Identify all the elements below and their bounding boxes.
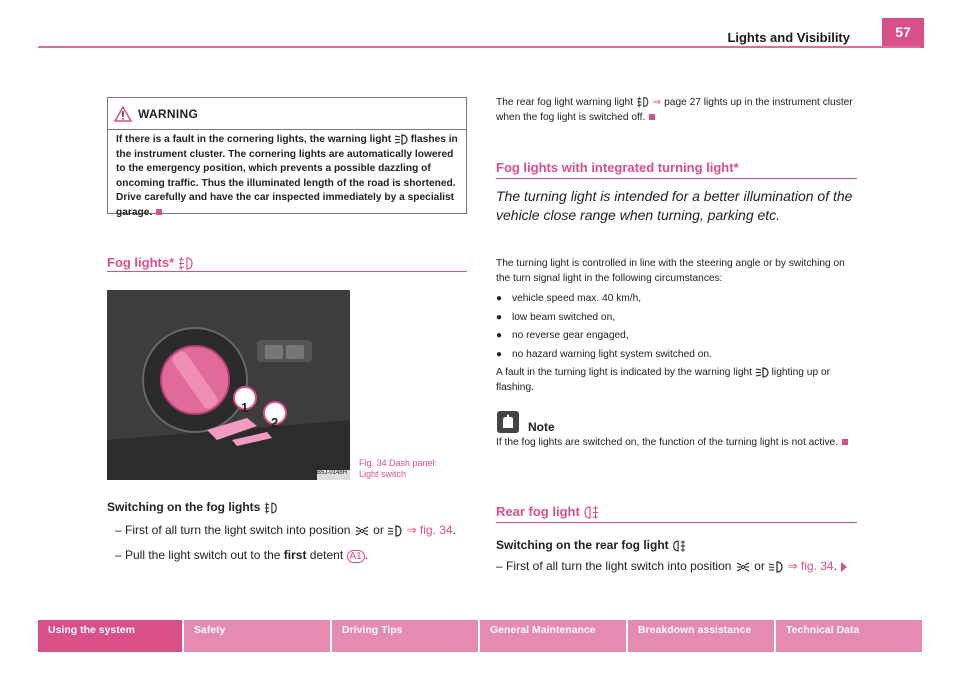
end-marker xyxy=(842,439,848,445)
sub-heading-fog-lights xyxy=(107,500,278,515)
sub-heading-text: Switching on the fog lights xyxy=(107,500,261,514)
list-item: ● no reverse gear engaged, xyxy=(496,329,861,344)
parking-light-icon xyxy=(354,526,370,536)
light-switch-illustration xyxy=(107,290,350,480)
fog-light-icon xyxy=(178,256,194,271)
fault-paragraph xyxy=(496,366,861,395)
list-item-text: no hazard warning light system switched on. xyxy=(512,348,712,360)
tab-driving-tips[interactable]: Driving Tips xyxy=(332,620,478,652)
callout-1: 1 xyxy=(241,400,249,415)
section-rule xyxy=(496,178,857,179)
rear-fog-light-icon xyxy=(672,539,686,553)
step-2 xyxy=(115,547,368,565)
rear-step-1 xyxy=(496,558,848,574)
tab-general-maintenance[interactable]: General Maintenance xyxy=(480,620,626,652)
step1-or: or xyxy=(373,523,384,537)
warning-header xyxy=(108,98,466,130)
figure-caption-line2: Light switch xyxy=(359,469,407,479)
rear-step-or: or xyxy=(754,559,765,573)
warning-text-a: If there is a fault in the cornering lights, the warning light xyxy=(116,134,392,145)
fog-light-icon xyxy=(264,501,278,515)
tab-technical-data[interactable]: Technical Data xyxy=(776,620,922,652)
note-heading xyxy=(496,410,555,434)
list-item-text: no reverse gear engaged, xyxy=(512,330,629,341)
figure-caption xyxy=(359,458,437,480)
light-switch-figure xyxy=(107,290,350,480)
section-rule xyxy=(107,271,467,272)
tab-using-the-system[interactable]: Using the system xyxy=(38,620,182,652)
running-header-title: Lights and Visibility xyxy=(727,30,850,45)
warning-box xyxy=(107,97,467,218)
step1-text: – First of all turn the light switch into position xyxy=(115,523,351,537)
header-rule xyxy=(38,46,920,48)
figure-code: B5J-0148H xyxy=(317,470,348,476)
warning-text-b: flashes in the instrument cluster. The cornering lights are automatically lowered to the emergency position, which prevents a possible dazzling of oncoming traffic. Thus the illuminated length of the road is shortened. Drive carefully and have the car inspected immediately by a specialist garage. xyxy=(116,134,458,218)
note-label: Note xyxy=(528,420,555,434)
section-title-text: Fog lights* xyxy=(107,255,175,270)
note-icon xyxy=(496,410,520,434)
continue-arrow-icon xyxy=(840,562,848,572)
fig-34-link[interactable]: ⇒ fig. 34 xyxy=(787,559,834,573)
section-title-fog-lights xyxy=(107,255,194,271)
step1-end: . xyxy=(452,523,456,537)
rear-sub-text: Switching on the rear fog light xyxy=(496,538,669,552)
note-text xyxy=(496,436,861,451)
page-number: 57 xyxy=(882,18,924,48)
list-item: ● low beam switched on, xyxy=(496,311,861,326)
rear-step-text: – First of all turn the light switch into position xyxy=(496,559,732,573)
warning-label: WARNING xyxy=(138,106,199,121)
fog-light-icon xyxy=(636,96,650,108)
fault-text-b: lighting up or flashing. xyxy=(496,367,831,393)
step2-text: – Pull the light switch out to the xyxy=(115,548,281,562)
list-item: ● no hazard warning light system switched on. xyxy=(496,348,861,363)
step2-detent: detent xyxy=(309,548,344,562)
parking-light-icon xyxy=(735,562,751,572)
step2-end: . xyxy=(364,548,369,562)
list-item-text: low beam switched on, xyxy=(512,311,616,323)
page-27-link[interactable]: ⇒ xyxy=(652,97,662,108)
intro-text-b: page 27 lights up in the instrument cluster when the fog light is switched off. xyxy=(496,97,853,123)
sub-heading-rear-fog xyxy=(496,538,686,553)
low-beam-icon xyxy=(387,525,403,537)
tab-safety[interactable]: Safety xyxy=(184,620,330,652)
conditions-list xyxy=(496,292,861,362)
step-1 xyxy=(115,522,456,538)
warning-triangle-icon xyxy=(114,106,132,122)
intro-text-a: The rear fog light warning light xyxy=(496,97,634,108)
lead-paragraph: The turning light is intended for a better illumination of the vehicle close range when turning, parking etc. xyxy=(496,188,853,223)
step2-bold: first xyxy=(283,548,307,562)
section-title-turning-light: Fog lights with integrated turning light* xyxy=(496,160,739,175)
end-marker xyxy=(649,114,655,120)
list-item-text: vehicle speed max. 40 km/h, xyxy=(512,293,642,304)
section-rule xyxy=(496,522,857,523)
rear-fog-light-icon xyxy=(583,505,599,520)
rear-fog-title-text: Rear fog light xyxy=(496,504,580,519)
section-title-rear-fog xyxy=(496,504,599,520)
end-marker xyxy=(156,209,162,215)
callout-2: 2 xyxy=(271,415,279,430)
list-item: ● vehicle speed max. 40 km/h, xyxy=(496,292,861,307)
cornering-light-warning-icon xyxy=(394,134,408,145)
callout-ref-a1[interactable]: A1 xyxy=(347,550,365,563)
warning-text xyxy=(108,130,466,221)
rear-step-end: . xyxy=(833,559,837,573)
fig-34-link[interactable]: ⇒ fig. 34 xyxy=(406,523,453,537)
figure-caption-line1: Fig. 34 Dash panel: xyxy=(359,458,438,468)
note-text-content: If the fog lights are switched on, the function of the turning light is not active. xyxy=(496,437,839,448)
turning-light-paragraph: The turning light is controlled in line with the steering angle or by switching on the turn signal light in the following circumstances: xyxy=(496,258,845,284)
fault-text-a: A fault in the turning light is indicated by the warning light xyxy=(496,367,752,378)
low-beam-icon xyxy=(768,561,784,573)
rear-fog-intro xyxy=(496,96,861,125)
cornering-light-warning-icon xyxy=(755,367,769,378)
tab-breakdown-assistance[interactable]: Breakdown assistance xyxy=(628,620,774,652)
